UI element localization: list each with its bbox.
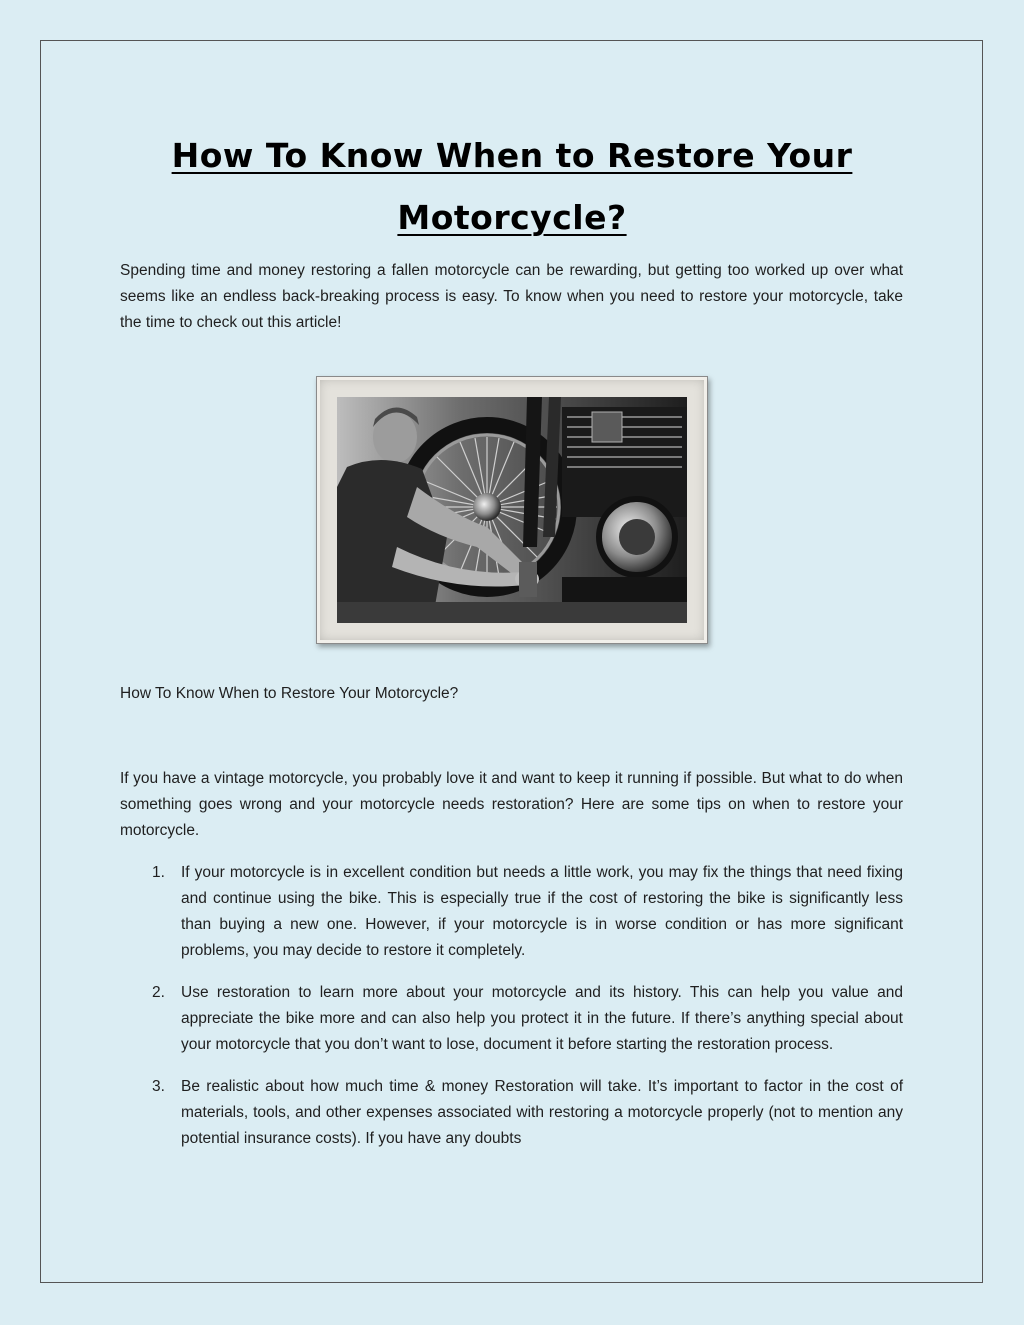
mechanic-motorcycle-photo <box>337 397 687 623</box>
intro-paragraph: Spending time and money restoring a fallen motorcycle can be rewarding, but getting too worked up over what seems like an endless back-breaking process is easy. To know when you need to restore your motorcycle, take the time to check out this article! <box>120 262 903 331</box>
image-caption: How To Know When to Restore Your Motorcycle? <box>120 685 459 702</box>
list-item-number: 3. <box>152 1078 165 1095</box>
list-item <box>120 980 903 1058</box>
list-item-number: 2. <box>152 984 165 1001</box>
article-title: How To Know When to Restore Your Motorcycle? <box>171 136 853 237</box>
list-item <box>120 1074 903 1152</box>
body-paragraph: If you have a vintage motorcycle, you probably love it and want to keep it running if possible. But what to do when something goes wrong and your motorcycle needs restoration? Here are some tips on when to restore your motorcycle. <box>120 770 903 839</box>
photo-frame <box>316 376 708 644</box>
photo-illustration <box>337 397 687 623</box>
list-item <box>120 860 903 964</box>
list-item-text: If your motorcycle is in excellent condition but needs a little work, you may fix the things that need fixing and continue using the bike. This is especially true if the cost of restoring the bike is significantly less than buying a new one. However, if your motorcycle is in worse condition or has more significant problems, you may decide to restore it completely. <box>181 864 903 959</box>
list-item-text: Use restoration to learn more about your motorcycle and its history. This can help you value and appreciate the bike more and can also help you protect it in the future. If there’s anything special about your motorcycle that you don’t want to lose, document it before starting the restoration process. <box>181 984 903 1053</box>
tips-list <box>120 860 903 1168</box>
list-item-number: 1. <box>152 864 165 881</box>
list-item-text: Be realistic about how much time & money Restoration will take. It’s important to factor in the cost of materials, tools, and other expenses associated with restoring a motorcycle properly (not to mention any potential insurance costs). If you have any doubts <box>181 1078 903 1147</box>
